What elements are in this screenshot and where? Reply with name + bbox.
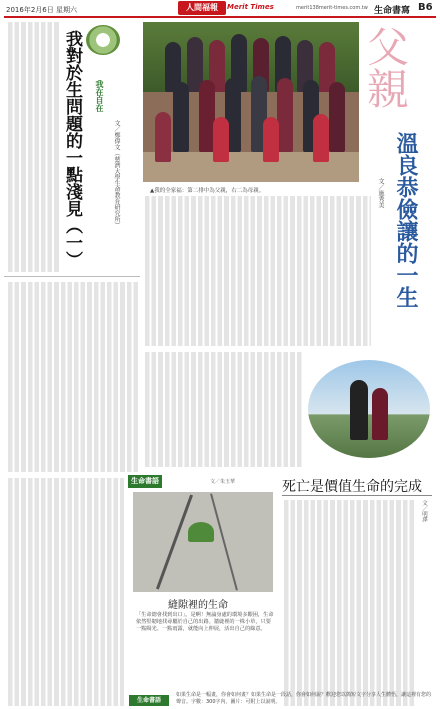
box-label: 生命書語 xyxy=(128,475,162,488)
box-poem: 「生命總會找到出口」。是啊！無論身處的環境多艱困，生命依然堅韌地找尋屬於自己的出路。牆縫裡的一株小草，只要一點陽光、一點雨露，就能向上伸展，活出自己的綠意。 xyxy=(136,612,274,632)
main-title-large: 父親 xyxy=(361,25,410,109)
wall-crack-photo xyxy=(133,492,273,592)
newspaper-logo: 人間福報 xyxy=(178,1,226,15)
left-article-body-2 xyxy=(6,282,140,472)
title-rule xyxy=(282,495,432,496)
photo-caption: ▲我的全家福：第二排中為父親，右二為母親。 xyxy=(150,188,265,194)
flower-icon xyxy=(86,25,120,55)
divider xyxy=(4,276,140,277)
column-name: 我在自在 xyxy=(95,80,104,112)
second-article-author: 文／明澤 xyxy=(421,500,427,522)
footer-text: 如果生命是一幅畫，你會如何畫？如果生命是一段話，你會如何說？歡迎您以簡短文字分享人生體悟，讓這裡有您的聲音。字數：300字內，圖片：可附上以說明。 xyxy=(176,692,432,705)
second-article-title: 死亡是價值生命的完成 xyxy=(282,479,422,495)
section-name: 生命書寫 xyxy=(374,6,411,16)
family-photo xyxy=(143,22,359,182)
issue-date: 2016年2月6日 星期六 xyxy=(6,6,77,14)
left-article-body-3 xyxy=(6,478,124,706)
main-title-sub: 溫良恭儉讓的一生 xyxy=(393,132,418,308)
main-byline: 文／施秀美 xyxy=(377,178,384,208)
main-article-body-2 xyxy=(143,352,303,467)
left-article-author: 文／鄭偉文（慈濟大學生命教育研究所） xyxy=(113,120,120,228)
newspaper-logo-en: Merit Times xyxy=(227,3,274,11)
parents-photo xyxy=(308,360,430,458)
header-url: merit138merit-times.com.tw xyxy=(296,5,368,11)
box-author: 文／朱玉華 xyxy=(210,479,236,485)
main-article-body xyxy=(143,196,371,346)
footer-label: 生命書語 xyxy=(129,695,169,706)
page-number: B6 xyxy=(418,2,433,13)
header-rule xyxy=(4,16,436,18)
second-article-body xyxy=(282,500,416,706)
left-article-title: 我對於生問題的一點淺見（一） xyxy=(62,30,82,268)
left-article-body xyxy=(6,22,60,272)
box-title: 縫隙裡的生命 xyxy=(168,600,228,611)
